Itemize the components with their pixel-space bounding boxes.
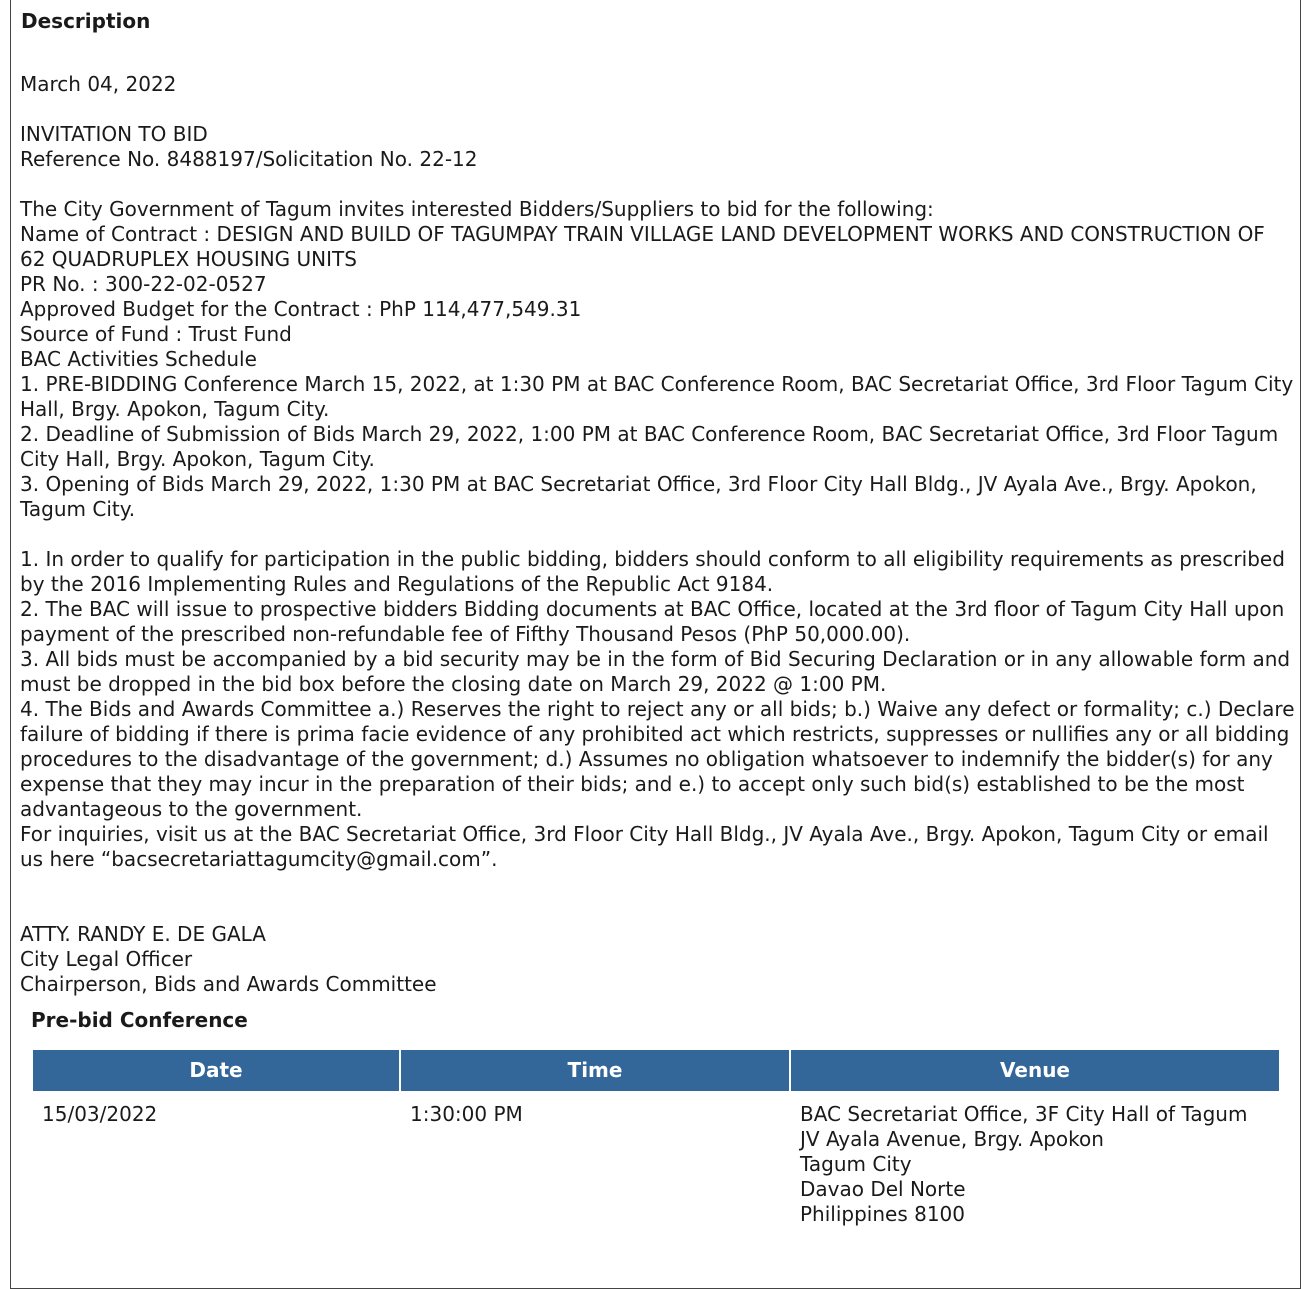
column-header-time: Time xyxy=(401,1050,789,1091)
cell-date: 15/03/2022 xyxy=(42,1102,158,1126)
table-row xyxy=(33,1091,1279,1227)
prebid-conference-table xyxy=(31,1050,1281,1227)
cell-time: 1:30:00 PM xyxy=(410,1102,523,1126)
description-body: March 04, 2022 INVITATION TO BID Reference No. 8488197/Solicitation No. 22-12 The City Government of Tagum invites interested Bidders/Suppliers to bid for the following: Name of Contract : DESIGN AND BUILD OF TAGUMPAY TRAIN VILLAGE LAND DEVELOPMENT WORKS AND CONSTRUCTION OF 62 QUADRUPLEX HOUSING UNITS PR No. : 300-22-02-0527 Approved Budget for the Contract : PhP 114,477,549.31 Source of Fund : Trust Fund BAC Activities Schedule 1. PRE-BIDDING Conference March 15, 2022, at 1:30 PM at BAC Conference Room, BAC Secretariat Office, 3rd Floor Tagum City Hall, Brgy. Apokon, Tagum City. 2. Deadline of Submission of Bids March 29, 2022, 1:00 PM at BAC Conference Room, BAC Secretariat Office, 3rd Floor Tagum City Hall, Brgy. Apokon, Tagum City. 3. Opening of Bids March 29, 2022, 1:30 PM at BAC Secretariat Office, 3rd Floor City Hall Bldg., JV Ayala Ave., Brgy. Apokon, Tagum City. 1. In order to qualify for participation in the public bidding, bidders should conform to all eligibility requirements as prescribed by the 2016 Implementing Rules and Regulations of the Republic Act 9184. 2. The BAC will issue to prospective bidders Bidding documents at BAC Office, located at the 3rd floor of Tagum City Hall upon payment of the prescribed non-refundable fee of Fifthy Thousand Pesos (PhP 50,000.00). 3. All bids must be accompanied by a bid security may be in the form of Bid Securing Declaration or in any allowable form and must be dropped in the bid box before the closing date on March 29, 2022 @ 1:00 PM. 4. The Bids and Awards Committee a.) Reserves the right to reject any or all bids; b.) Waive any defect or formality; c.) Declare failure of bidding if there is prima facie evidence of any prohibited act which restricts, suppresses or nullifies any or all bidding procedures to the disadvantage of the government; d.) Assumes no obligation whatsoever to indemnify the bidder(s) for any expense that they may incur in the preparation of their bids; and e.) to accept only such bid(s) established to be the most advantageous to the government. For inquiries, visit us at the BAC Secretariat Office, 3rd Floor City Hall Bldg., JV Ayala Ave., Brgy. Apokon, Tagum City or email us here “bacsecretariattagumcity@gmail.com”. ATTY. RANDY E. DE GALA City Legal Officer Chairperson, Bids and Awards Committee xyxy=(20,72,1295,996)
description-heading: Description xyxy=(21,9,151,33)
table-header-row xyxy=(33,1050,1279,1091)
cell-venue: BAC Secretariat Office, 3F City Hall of Tagum JV Ayala Avenue, Brgy. Apokon Tagum City Davao Del Norte Philippines 8100 xyxy=(800,1102,1248,1226)
prebid-conference-heading: Pre-bid Conference xyxy=(31,1008,248,1032)
column-header-date: Date xyxy=(33,1050,399,1091)
column-header-venue: Venue xyxy=(791,1050,1279,1091)
